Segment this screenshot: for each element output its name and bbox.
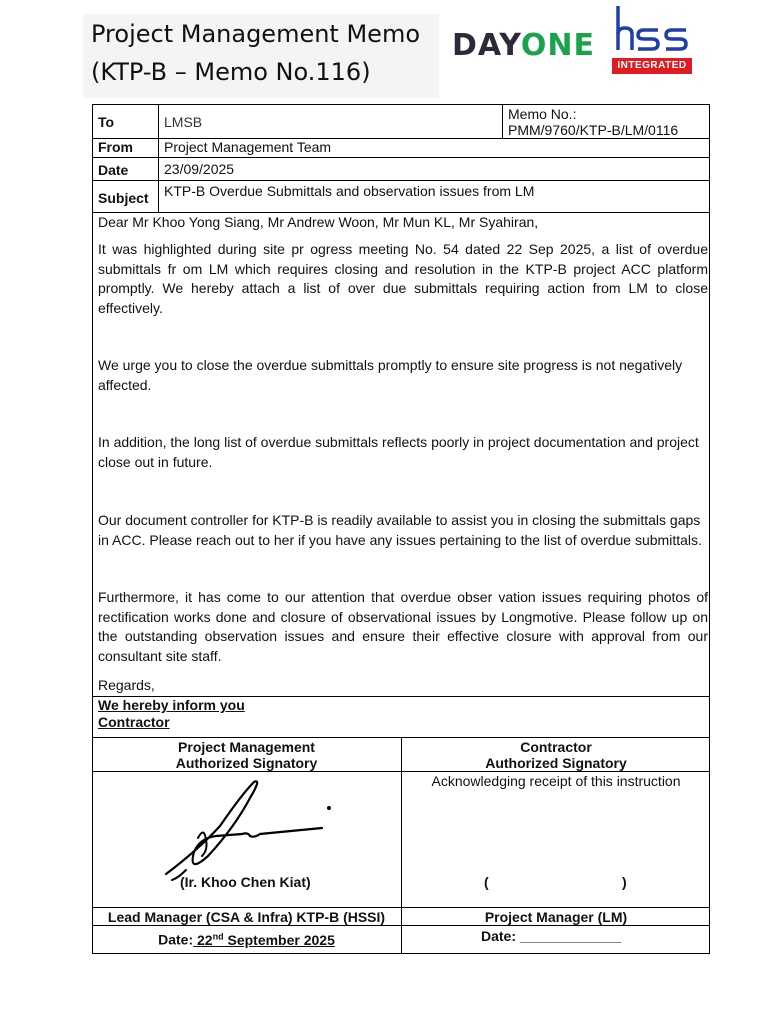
to-label: To (98, 114, 115, 130)
pm-sign-date-label: Date: (158, 931, 194, 948)
paragraph-4: Our document controller for KTP-B is readily available to assist you in closing the submittals gaps in ACC. Please reach out to her if you have any issues pertaining to the list of overdue submittals. (98, 512, 702, 548)
table-divider (92, 157, 710, 158)
acknowledgement-text: Acknowledging receipt of this instruction (431, 773, 681, 789)
pm-sign-date-value (193, 932, 335, 948)
hss-integrated-tag: INTEGRATED (612, 58, 692, 74)
paragraph-3: In addition, the long list of overdue submittals reflects poorly in project documentation and project close out in future. (98, 434, 699, 470)
subject-value: KTP-B Overdue Submittals and observation issues from LM (164, 183, 535, 199)
paragraph-1: It was highlighted during site pr ogress meeting No. 54 dated 22 Sep 2025, a list of overdue submittals fr om LM which requires closing and resolution in the KTP-B project ACC platform promptly. We hereby attach a list of over due submittals requiring action from LM to close effectively. (98, 241, 708, 316)
dayone-logo (452, 28, 595, 63)
table-divider (502, 104, 503, 138)
dayone-logo-one: ONE (520, 28, 596, 63)
memo-title: Project Management Memo (91, 20, 421, 48)
pm-sign-date-suffix: nd (212, 931, 224, 941)
contractor-line: Contractor (98, 714, 170, 730)
pm-signatory-heading: Project Management (178, 739, 315, 755)
date-label: Date (98, 162, 129, 178)
pm-sign-date (92, 928, 401, 948)
table-divider (92, 180, 710, 181)
handwritten-signature (158, 776, 338, 888)
paragraph-2: We urge you to close the overdue submittals promptly to ensure site progress is not negatively affected. (98, 357, 683, 393)
regards: Regards, (98, 677, 155, 693)
to-value: LMSB (164, 114, 203, 130)
memo-no-label: Memo No.: (508, 106, 577, 122)
inform-line: We hereby inform you (98, 697, 245, 713)
date-value: 23/09/2025 (164, 161, 235, 177)
pm-sign-date-rest: September 2025 (227, 931, 335, 948)
dayone-logo-day: DAY (452, 28, 521, 63)
memo-number-title: (KTP-B – Memo No.116) (91, 58, 371, 86)
subject-label: Subject (98, 190, 149, 206)
paragraph-5: Furthermore, it has come to our attention that overdue obser vation issues requiring photos of rectification works done and closure of observational issues by Longmotive. Please follow up on the outstanding observation issues and ensure their effective closure with approval from our consultant site staff. (98, 589, 708, 664)
pm-role: Lead Manager (CSA & Infra) KTP-B (HSSI) (107, 909, 386, 925)
contractor-signatory-subheading: Authorized Signatory (485, 755, 627, 771)
from-label: From (98, 139, 133, 155)
memo-no-value: PMM/9760/KTP-B/LM/0116 (508, 122, 679, 138)
contractor-signatory-heading: Contractor (520, 739, 592, 755)
contractor-sign-date: Date: _____________ (481, 928, 622, 944)
table-divider (92, 212, 710, 213)
contractor-role: Project Manager (LM) (484, 909, 628, 925)
contractor-name-open: ( (484, 874, 489, 890)
contractor-name-close: ) (622, 874, 627, 890)
pm-signatory-subheading: Authorized Signatory (175, 755, 318, 771)
pm-sign-date-day: 22 (197, 931, 213, 948)
pm-signatory-name: (Ir. Khoo Chen Kiat) (180, 874, 311, 890)
salutation: Dear Mr Khoo Yong Siang, Mr Andrew Woon, Mr Mun KL, Mr Syahiran, (98, 214, 539, 230)
table-divider (158, 104, 159, 212)
from-value: Project Management Team (164, 139, 332, 155)
